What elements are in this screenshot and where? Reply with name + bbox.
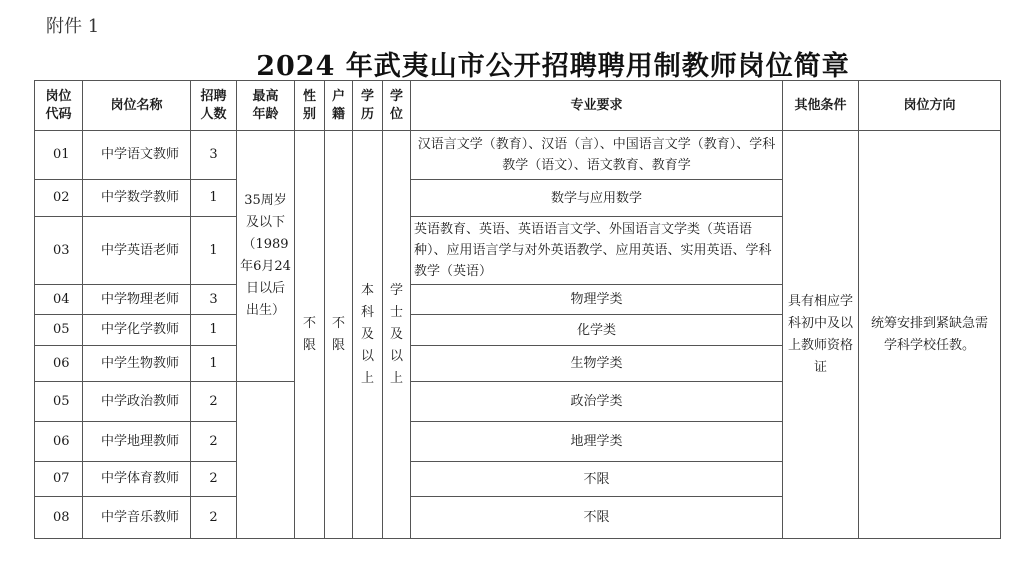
- cell-code: 07: [35, 462, 83, 497]
- cell-age: 35周岁及以下（1989年6月24日以后出生）: [237, 131, 295, 382]
- cell-code: 04: [35, 285, 83, 315]
- header-other: 其他条件: [783, 81, 859, 131]
- cell-major: 数学与应用数学: [411, 180, 783, 217]
- cell-count: 3: [191, 131, 237, 180]
- cell-count: 2: [191, 497, 237, 539]
- header-age: [237, 81, 295, 131]
- cell-count: 2: [191, 382, 237, 422]
- cell-name: 中学英语老师: [83, 217, 191, 285]
- header-row: [35, 81, 1001, 131]
- header-code: [35, 81, 83, 131]
- cell-code: 05: [35, 315, 83, 346]
- cell-major: 汉语言文学（教育）、汉语（言）、中国语言文学（教育）、学科教学（语文）、语文教育、教育学: [411, 131, 783, 180]
- cell-code: 01: [35, 131, 83, 180]
- cell-major: 不限: [411, 462, 783, 497]
- cell-name: 中学化学教师: [83, 315, 191, 346]
- header-count: [191, 81, 237, 131]
- cell-education: 本科及以上: [353, 131, 383, 539]
- cell-code: 06: [35, 422, 83, 462]
- cell-major: 生物学类: [411, 346, 783, 382]
- cell-age-continued: [237, 382, 295, 539]
- header-direction: 岗位方向: [859, 81, 1001, 131]
- cell-hukou: 不限: [325, 131, 353, 539]
- page-title: 2024 年武夷山市公开招聘聘用制教师岗位简章: [256, 51, 850, 82]
- header-education-label: 学 历: [360, 88, 374, 122]
- cell-count: 1: [191, 217, 237, 285]
- cell-name: 中学语文教师: [83, 131, 191, 180]
- cell-count: 2: [191, 462, 237, 497]
- header-gender: [295, 81, 325, 131]
- cell-name: 中学物理老师: [83, 285, 191, 315]
- header-age-label: 最高 年龄: [252, 88, 279, 122]
- cell-code: 02: [35, 180, 83, 217]
- cell-count: 3: [191, 285, 237, 315]
- cell-other: 具有相应学科初中及以上教师资格证: [783, 131, 859, 539]
- cell-code: 03: [35, 217, 83, 285]
- header-hukou-label: 户 籍: [331, 88, 345, 122]
- cell-name: 中学体育教师: [83, 462, 191, 497]
- cell-major: 地理学类: [411, 422, 783, 462]
- cell-name: 中学政治教师: [83, 382, 191, 422]
- cell-count: 1: [191, 346, 237, 382]
- cell-name: 中学数学教师: [83, 180, 191, 217]
- cell-major: 政治学类: [411, 382, 783, 422]
- cell-name: 中学生物教师: [83, 346, 191, 382]
- attachment-label: 附件 1: [46, 16, 100, 37]
- cell-major: 物理学类: [411, 285, 783, 315]
- cell-direction: 统筹安排到紧缺急需学科学校任教。: [859, 131, 1001, 539]
- cell-major: 不限: [411, 497, 783, 539]
- cell-code: 06: [35, 346, 83, 382]
- header-degree-label: 学 位: [389, 88, 403, 122]
- cell-gender: 不限: [295, 131, 325, 539]
- header-hukou: [325, 81, 353, 131]
- header-major: 专业要求: [411, 81, 783, 131]
- header-count-label: 招聘 人数: [200, 88, 227, 122]
- header-name: 岗位名称: [83, 81, 191, 131]
- cell-major: 化学类: [411, 315, 783, 346]
- cell-degree: 学士及以上: [383, 131, 411, 539]
- cell-count: 2: [191, 422, 237, 462]
- header-gender-label: 性 别: [302, 88, 316, 122]
- cell-code: 05: [35, 382, 83, 422]
- cell-name: 中学地理教师: [83, 422, 191, 462]
- cell-major: 英语教育、英语、英语语言文学、外国语言文学类（英语语种）、应用语言学与对外英语教学、应用英语、实用英语、学科教学（英语）: [411, 217, 783, 285]
- positions-table: [34, 80, 1001, 539]
- cell-count: 1: [191, 315, 237, 346]
- header-degree: [383, 81, 411, 131]
- header-code-label: 岗位 代码: [45, 88, 72, 122]
- cell-count: 1: [191, 180, 237, 217]
- table-row: [35, 131, 1001, 180]
- cell-code: 08: [35, 497, 83, 539]
- cell-name: 中学音乐教师: [83, 497, 191, 539]
- header-education: [353, 81, 383, 131]
